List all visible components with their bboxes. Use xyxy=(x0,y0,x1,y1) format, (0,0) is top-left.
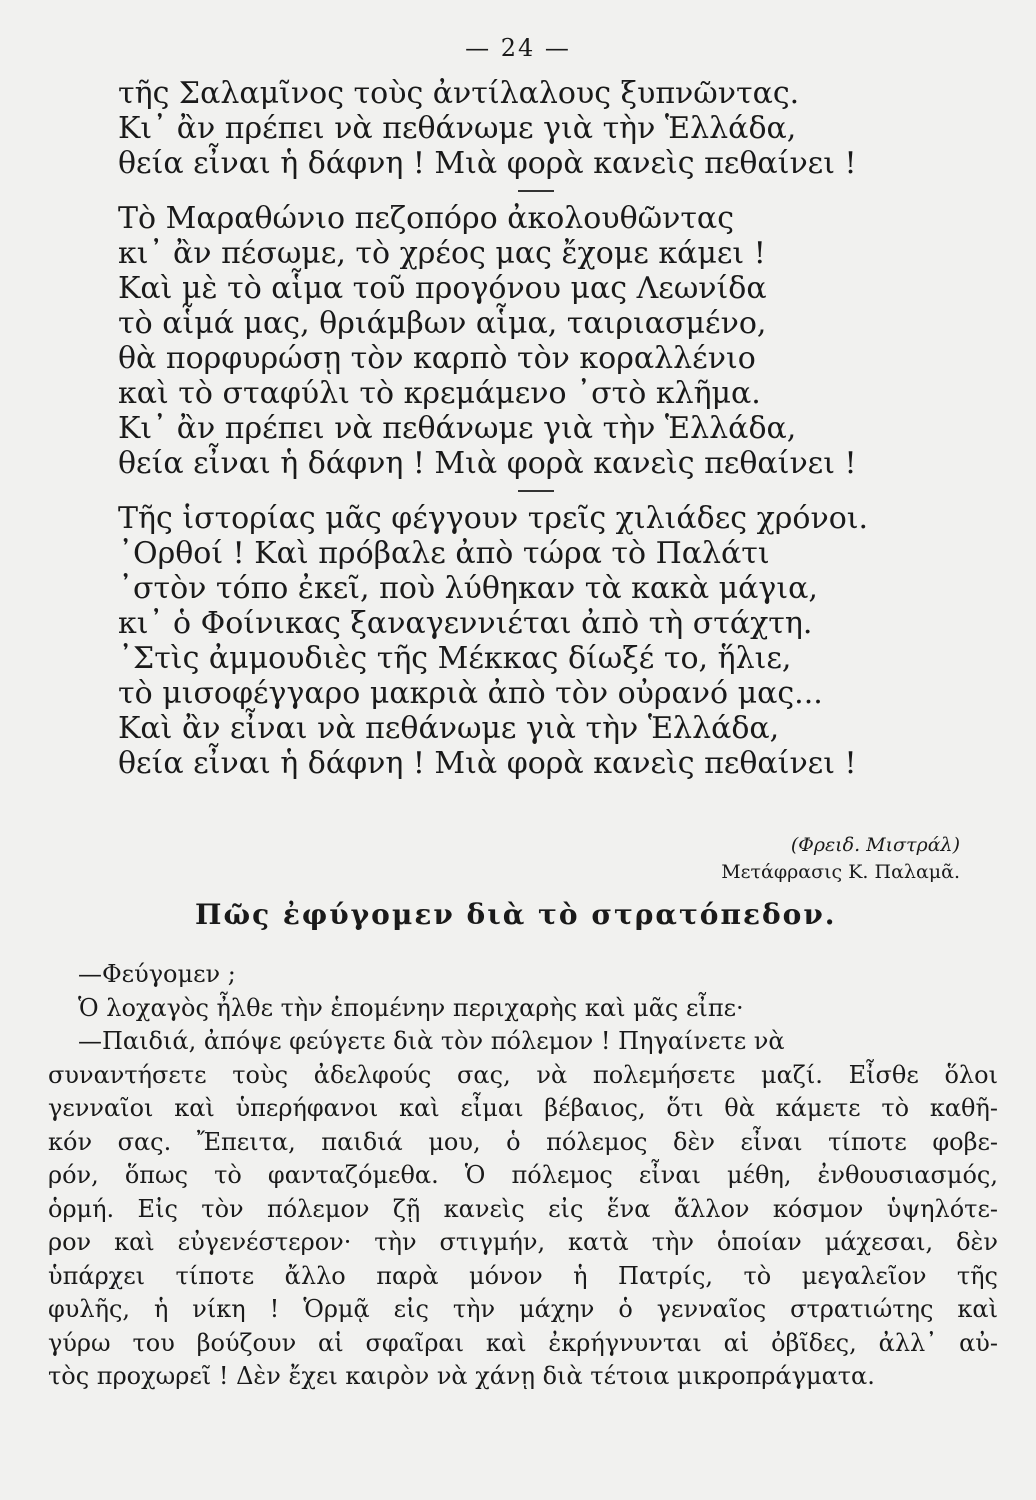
article-body xyxy=(48,958,998,1394)
poem-line: ᾽στὸν τόπο ἐκεῖ, ποὺ λύθηκαν τὰ κακὰ μάγια, xyxy=(118,571,818,606)
poem-line: κι᾽ ὁ Φοίνικας ξαναγεννιέται ἀπὸ τὴ στάχτη. xyxy=(118,606,813,641)
article-line: τὸς προχωρεῖ ! Δὲν ἔχει καιρὸν νὰ χάνῃ διὰ τέτοια μικροπράγματα. xyxy=(48,1362,875,1390)
poem-line: τὸ μισοφέγγαρο μακριὰ ἀπὸ τὸν οὐρανό μας... xyxy=(118,676,823,711)
poem-line: θεία εἶναι ἡ δάφνη ! Μιὰ φορὰ κανεὶς πεθαίνει ! xyxy=(118,746,857,781)
poem-stanza xyxy=(118,201,948,481)
poem-line: τὸ αἷμά μας, θριάμβων αἷμα, ταιριασμένο, xyxy=(118,306,767,341)
poem-line: ᾽Ορθοί ! Καὶ πρόβαλε ἀπὸ τώρα τὸ Παλάτι xyxy=(118,536,770,571)
article-line: ρον καὶ εὐγενέστερον· τὴν στιγμήν, κατὰ τὴν ὁποίαν μάχεσαι, δὲν xyxy=(48,1228,998,1256)
article-line: κόν σας. Ἔπειτα, παιδιά μου, ὁ πόλεμος δὲν εἶναι τίποτε φοβε- xyxy=(48,1127,998,1156)
stanza-divider xyxy=(518,490,554,492)
article-line: ρόν, ὅπως τὸ φανταζόμεθα. Ὁ πόλεμος εἶναι μέθη, ἐνθουσιασμός, xyxy=(48,1161,998,1189)
article-title: Πῶς ἐφύγομεν διὰ τὸ στρατόπεδον. xyxy=(195,898,837,931)
poem-line: Κι᾽ ἂν πρέπει νὰ πεθάνωμε γιὰ τὴν Ἑλλάδα, xyxy=(118,411,797,446)
article-line: —Παιδιά, ἀπόψε φεύγετε διὰ τὸν πόλεμον ! Πηγαίνετε νὰ xyxy=(78,1027,785,1055)
article-line: ὁρμή. Εἰς τὸν πόλεμον ζῇ κανεὶς εἰς ἕνα ἄλλον κόσμον ὑψηλότε- xyxy=(48,1194,998,1223)
poem-line: Τὸ Μαραθώνιο πεζοπόρο ἀκολουθῶντας xyxy=(118,201,734,236)
article-line: ὑπάρχει τίποτε ἄλλο παρὰ μόνον ἡ Πατρίς, τὸ μεγαλεῖον τῆς xyxy=(48,1261,998,1290)
poem-line: Καὶ μὲ τὸ αἷμα τοῦ προγόνου μας Λεωνίδα xyxy=(118,271,767,306)
article-line: —Φεύγομεν ; xyxy=(78,960,236,988)
poem-author: (Φρειδ. Μιστράλ) xyxy=(790,834,960,856)
article-line: φυλῆς, ἡ νίκη ! Ὁρμᾷ εἰς τὴν μάχην ὁ γενναῖος στρατιώτης καὶ xyxy=(48,1295,998,1323)
poem-line: καὶ τὸ σταφύλι τὸ κρεμάμενο ᾽στὸ κλῆμα. xyxy=(118,376,761,411)
poem-line: θεία εἶναι ἡ δάφνη ! Μιὰ φορὰ κανεὶς πεθαίνει ! xyxy=(118,146,857,181)
poem-line: θὰ πορφυρώσῃ τὸν καρπὸ τὸν κοραλλένιο xyxy=(118,341,756,376)
article-line: γενναῖοι καὶ ὑπερήφανοι καὶ εἶμαι βέβαιος, ὅτι θὰ κάμετε τὸ καθῆ- xyxy=(48,1094,998,1122)
poem-line: θεία εἶναι ἡ δάφνη ! Μιὰ φορὰ κανεὶς πεθαίνει ! xyxy=(118,446,857,481)
poem-line: Καὶ ἂν εἶναι νὰ πεθάνωμε γιὰ τὴν Ἑλλάδα, xyxy=(118,711,780,746)
poem-stanza xyxy=(118,76,948,181)
poem-translator: Μετάφρασις Κ. Παλαμᾶ. xyxy=(721,861,960,883)
poem-line: Τῆς ἱστορίας μᾶς φέγγουν τρεῖς χιλιάδες χρόνοι. xyxy=(118,501,869,536)
article-line: γύρω του βούζουν αἱ σφαῖραι καὶ ἐκρήγνυνται αἱ ὀβῖδες, ἀλλ᾽ αὐ- xyxy=(48,1328,998,1357)
page-number: — 24 — xyxy=(465,34,571,62)
stanza-divider xyxy=(518,190,554,192)
poem-line: ᾽Στὶς ἀμμουδιὲς τῆς Μέκκας δίωξέ το, ἥλιε, xyxy=(118,641,792,676)
poem-stanza xyxy=(118,501,948,781)
article-line: συναντήσετε τοὺς ἀδελφούς σας, νὰ πολεμήσετε μαζί. Εἶσθε ὅλοι xyxy=(48,1060,998,1089)
poem-line: Κι᾽ ἂν πρέπει νὰ πεθάνωμε γιὰ τὴν Ἑλλάδα, xyxy=(118,111,797,146)
article-line: Ὁ λοχαγὸς ἦλθε τὴν ἑπομένην περιχαρὴς καὶ μᾶς εἶπε· xyxy=(78,993,744,1022)
poem-line: κι᾽ ἂν πέσωμε, τὸ χρέος μας ἔχομε κάμει ! xyxy=(118,236,766,271)
poem-attribution xyxy=(560,832,960,886)
poem-line: τῆς Σαλαμῖνος τοὺς ἀντίλαλους ξυπνῶντας. xyxy=(118,76,800,111)
poem xyxy=(118,76,948,781)
